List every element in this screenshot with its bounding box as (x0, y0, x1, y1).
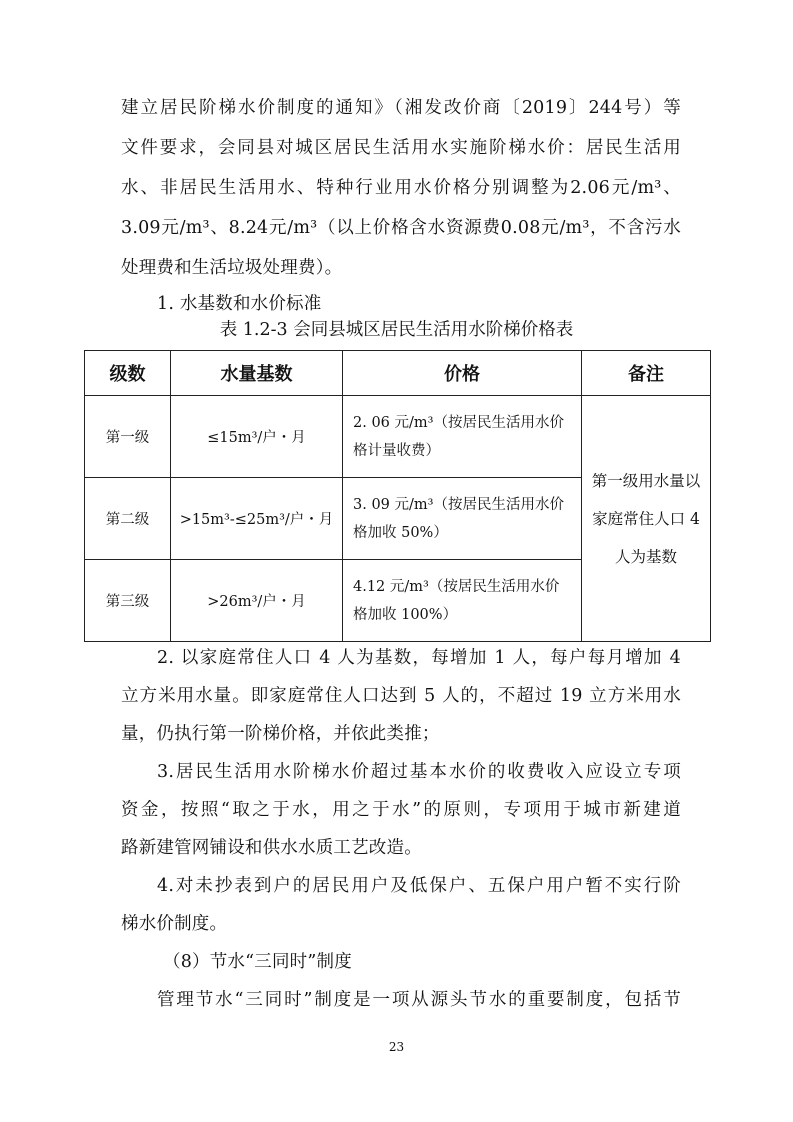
note-line: 家庭常住人口 4 (592, 509, 700, 528)
paragraph-line: 路新建管网铺设和供水水质工艺改造。 (121, 838, 422, 858)
paragraph-line: 量，仍执行第一阶梯价格，并依此类推； (121, 724, 440, 744)
paragraph-line: 建立居民阶梯水价制度的通知》（湘发改价商〔2019〕244号）等 (121, 98, 681, 118)
price-line: 3. 09 元/m³（按居民生活用水价 (353, 496, 564, 513)
cell-level: 第二级 (85, 478, 171, 560)
cell-base: >15m³-≤25m³/户・月 (171, 478, 343, 560)
price-line: 4.12 元/m³（按居民生活用水价 (353, 578, 560, 595)
cell-level: 第一级 (85, 396, 171, 478)
page-number: 23 (388, 1040, 405, 1054)
price-line: 格加收 50%） (353, 524, 448, 541)
price-line: 格加收 100%） (353, 606, 458, 623)
header-base: 水量基数 (171, 351, 343, 396)
paragraph-line: 立方米用水量。即家庭常住人口达到 5 人的，不超过 19 立方米用水 (121, 686, 681, 706)
cell-level: 第三级 (85, 560, 171, 642)
cell-note (582, 396, 711, 642)
paragraph-line: 资金，按照“取之于水，用之于水”的原则，专项用于城市新建道 (121, 800, 681, 820)
paragraph-line: 3.居民生活用水阶梯水价超过基本水价的收费收入应设立专项 (157, 762, 681, 782)
paragraph-line: 4.对未抄表到户的居民用户及低保户、五保户用户暂不实行阶 (157, 876, 681, 896)
table-row (85, 396, 711, 478)
table-header-row (85, 351, 711, 396)
paragraph-line: 3.09元/m³、8.24元/m³（以上价格含水资源费0.08元/m³，不含污水 (121, 218, 681, 238)
cell-base: >26m³/户・月 (171, 560, 343, 642)
header-price: 价格 (343, 351, 582, 396)
paragraph-line: 梯水价制度。 (121, 914, 228, 934)
header-level: 级数 (85, 351, 171, 396)
paragraph-line: 管理节水“三同时”制度是一项从源头节水的重要制度，包括节 (157, 990, 681, 1010)
price-line: 格计量收费） (353, 442, 440, 459)
cell-price (343, 478, 582, 560)
cell-price (343, 396, 582, 478)
water-price-table (84, 350, 711, 642)
header-note: 备注 (582, 351, 711, 396)
subsection-heading: （8）节水“三同时”制度 (163, 952, 352, 972)
paragraph-line: 文件要求，会同县对城区居民生活用水实施阶梯水价：居民生活用 (121, 138, 681, 158)
table-caption: 表 1.2-3 会同县城区居民生活用水阶梯价格表 (219, 320, 574, 340)
paragraph-line: 2. 以家庭常住人口 4 人为基数，每增加 1 人，每户每月增加 4 (157, 648, 681, 668)
note-line: 第一级用水量以 (591, 471, 701, 490)
cell-price (343, 560, 582, 642)
section-heading: 1. 水基数和水价标准 (157, 294, 322, 314)
note-line: 人为基数 (614, 547, 677, 566)
paragraph-line: 水、非居民生活用水、特种行业用水价格分别调整为2.06元/m³、 (121, 178, 681, 198)
price-line: 2. 06 元/m³（按居民生活用水价 (353, 414, 564, 431)
paragraph-line: 处理费和生活垃圾处理费）。 (121, 258, 343, 278)
cell-base: ≤15m³/户・月 (171, 396, 343, 478)
